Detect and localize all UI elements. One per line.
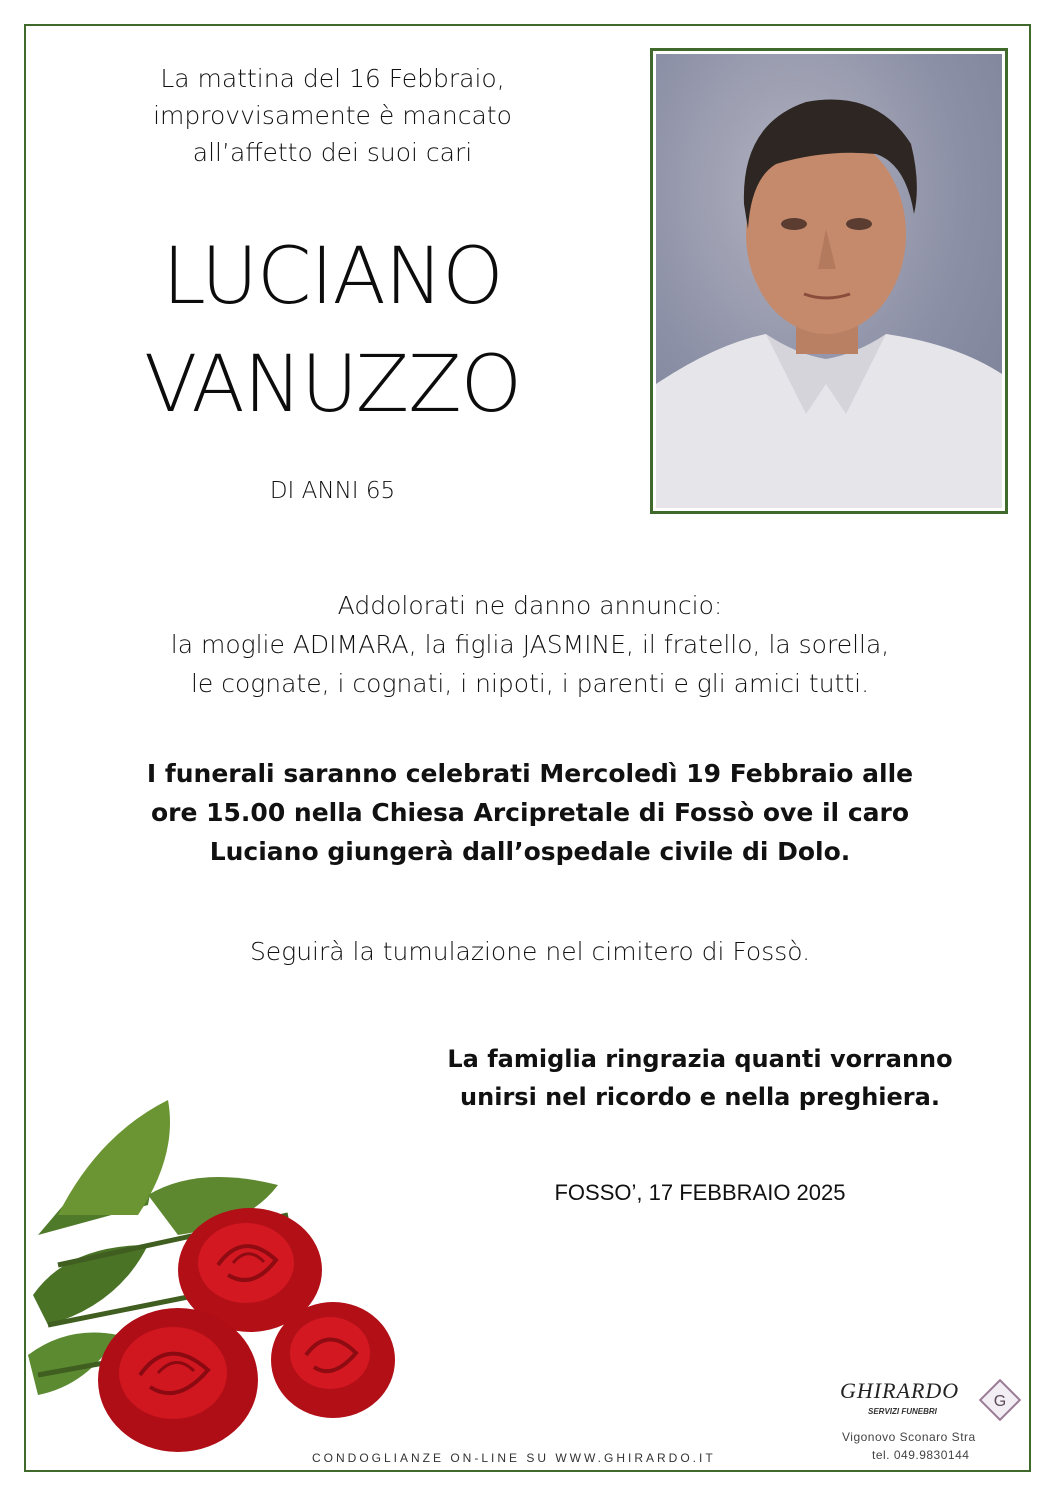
announcement-line: le cognate, i cognati, i nipoti, i parenti e gli amici tutti. <box>190 669 870 698</box>
logo-towns: Vigonovo Sconaro Stra <box>842 1430 976 1444</box>
thanks-line: unirsi nel ricordo e nella preghiera. <box>460 1083 940 1111</box>
funeral-details <box>60 754 1000 871</box>
intro-line: improvvisamente è mancato <box>153 101 512 130</box>
logo-mark-icon <box>978 1378 1022 1422</box>
deceased-age: DI ANNI 65 <box>269 478 396 504</box>
thanks-text <box>400 1040 1000 1116</box>
deceased-first-name: LUCIANO <box>162 232 503 322</box>
thanks-line: La famiglia ringrazia quanti vorranno <box>447 1045 953 1073</box>
roses-image <box>28 1095 428 1470</box>
intro-line: all’affetto dei suoi cari <box>192 138 473 167</box>
deceased-last-name: VANUZZO <box>143 340 522 430</box>
intro-text <box>110 60 555 171</box>
logo-subtitle: SERVIZI FUNEBRI <box>868 1407 937 1416</box>
funeral-line: ore 15.00 nella Chiesa Arcipretale di Fossò ove il caro <box>150 798 910 827</box>
announcement-line: Addolorati ne danno annuncio: <box>337 591 723 620</box>
portrait-photo <box>656 54 1002 508</box>
logo-mark-letter: G <box>993 1393 1007 1410</box>
logo-name: GHIRARDO <box>840 1378 960 1403</box>
funeral-line: Luciano giungerà dall’ospedale civile di Dolo. <box>209 837 851 866</box>
intro-line: La mattina del 16 Febbraio, <box>160 64 505 93</box>
announcement-line: la moglie ADIMARA, la figlia JASMINE, il fratello, la sorella, <box>170 630 890 659</box>
rose-flower <box>98 1308 258 1452</box>
funeral-line: I funerali saranno celebrati Mercoledì 19 Febbraio alle <box>146 759 914 788</box>
logo-phone: tel. 049.9830144 <box>872 1448 970 1462</box>
ghirardo-logo <box>834 1378 1034 1468</box>
portrait-illustration <box>656 54 1002 508</box>
burial-text: Seguirà la tumulazione nel cimitero di Fossò. <box>249 937 811 966</box>
place-date: FOSSO’, 17 FEBBRAIO 2025 <box>554 1180 846 1205</box>
rose-flower <box>271 1302 395 1418</box>
portrait-frame <box>650 48 1008 514</box>
announcement-text <box>60 586 1000 703</box>
condolences-link[interactable]: CONDOGLIANZE ON-LINE SU WWW.GHIRARDO.IT <box>312 1451 716 1465</box>
